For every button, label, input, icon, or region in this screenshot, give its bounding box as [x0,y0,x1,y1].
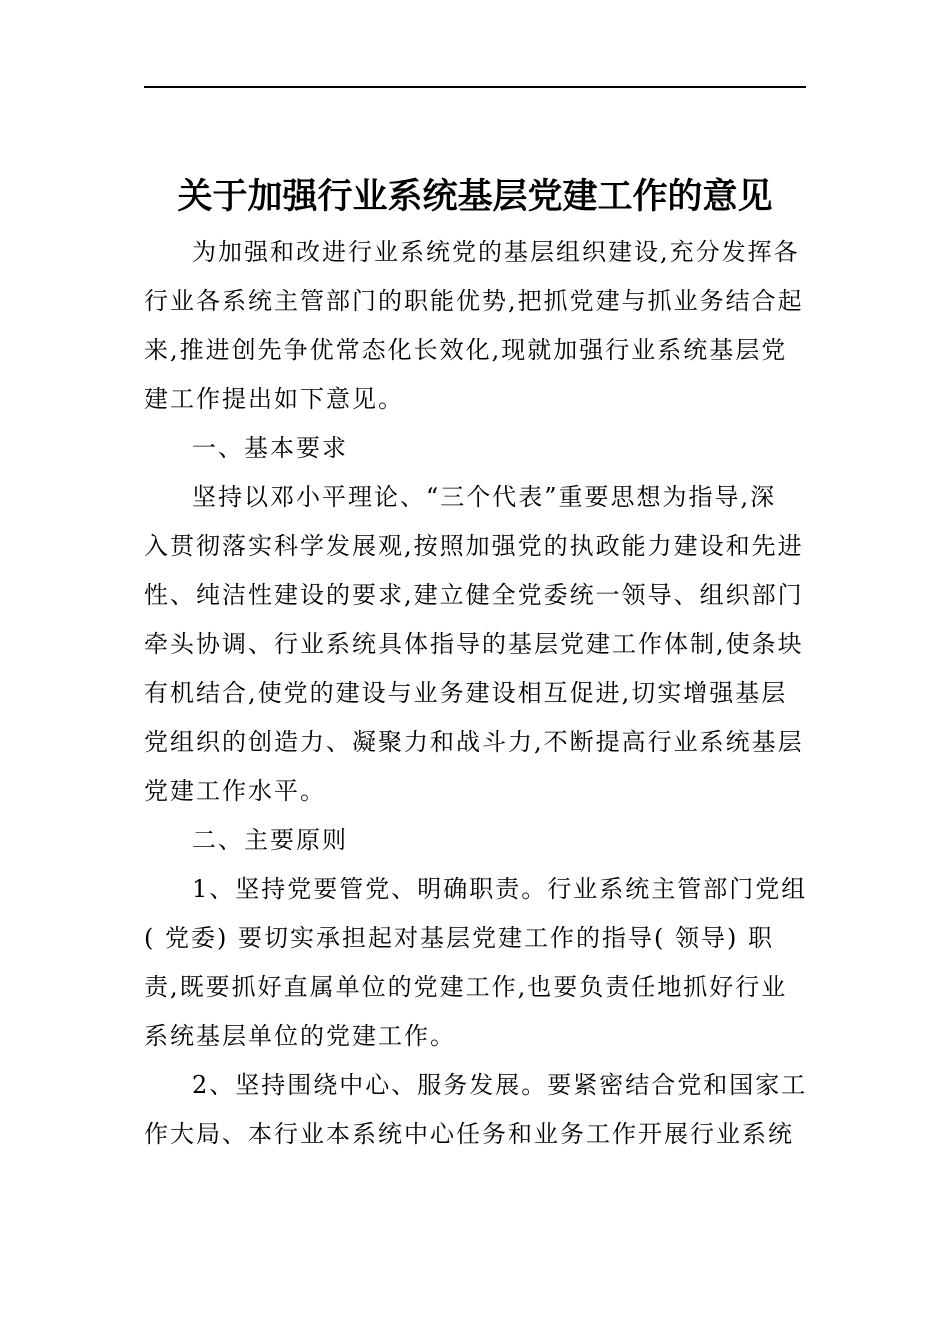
paragraph-line: 党组织的创造力、凝聚力和战斗力,不断提高行业系统基层 [144,728,804,756]
paragraph-line: 牵头协调、行业系统具体指导的基层党建工作体制,使条块 [144,630,804,658]
paragraph-line: ( 党委) 要切实承担起对基层党建工作的指导( 领导) 职 [144,924,774,952]
document-body [144,228,806,1159]
section-heading: 一、基本要求 [192,434,348,462]
document-title: 关于加强行业系统基层党建工作的意见 [177,176,773,217]
paragraph-line: 来,推进创先争优常态化长效化,现就加强行业系统基层党 [144,336,788,364]
paragraph-line: 入贯彻落实科学发展观,按照加强党的执政能力建设和先进 [144,532,804,560]
paragraph-line: 党建工作水平。 [144,777,326,805]
paragraph-line: 1、坚持党要管党、明确职责。行业系统主管部门党组 [192,875,808,903]
paragraph-line: 性、纯洁性建设的要求,建立健全党委统一领导、组织部门 [144,581,804,609]
section-heading: 二、主要原则 [192,826,348,854]
paragraph-line: 行业各系统主管部门的职能优势,把抓党建与抓业务结合起 [144,287,804,315]
paragraph-line: 系统基层单位的党建工作。 [144,1022,456,1050]
paragraph-line: 作大局、本行业本系统中心任务和业务工作开展行业系统 [144,1120,794,1148]
header-rule [144,86,806,88]
paragraph-line: 责,既要抓好直属单位的党建工作,也要负责任地抓好行业 [144,973,788,1001]
paragraph-line: 有机结合,使党的建设与业务建设相互促进,切实增强基层 [144,679,788,707]
paragraph-line: 为加强和改进行业系统党的基层组织建设,充分发挥各 [192,238,800,266]
paragraph-line: 2、坚持围绕中心、服务发展。要紧密结合党和国家工 [192,1071,808,1099]
paragraph-line: 坚持以邓小平理论、“三个代表”重要思想为指导,深 [192,483,777,511]
paragraph-line: 建工作提出如下意见。 [144,385,404,413]
